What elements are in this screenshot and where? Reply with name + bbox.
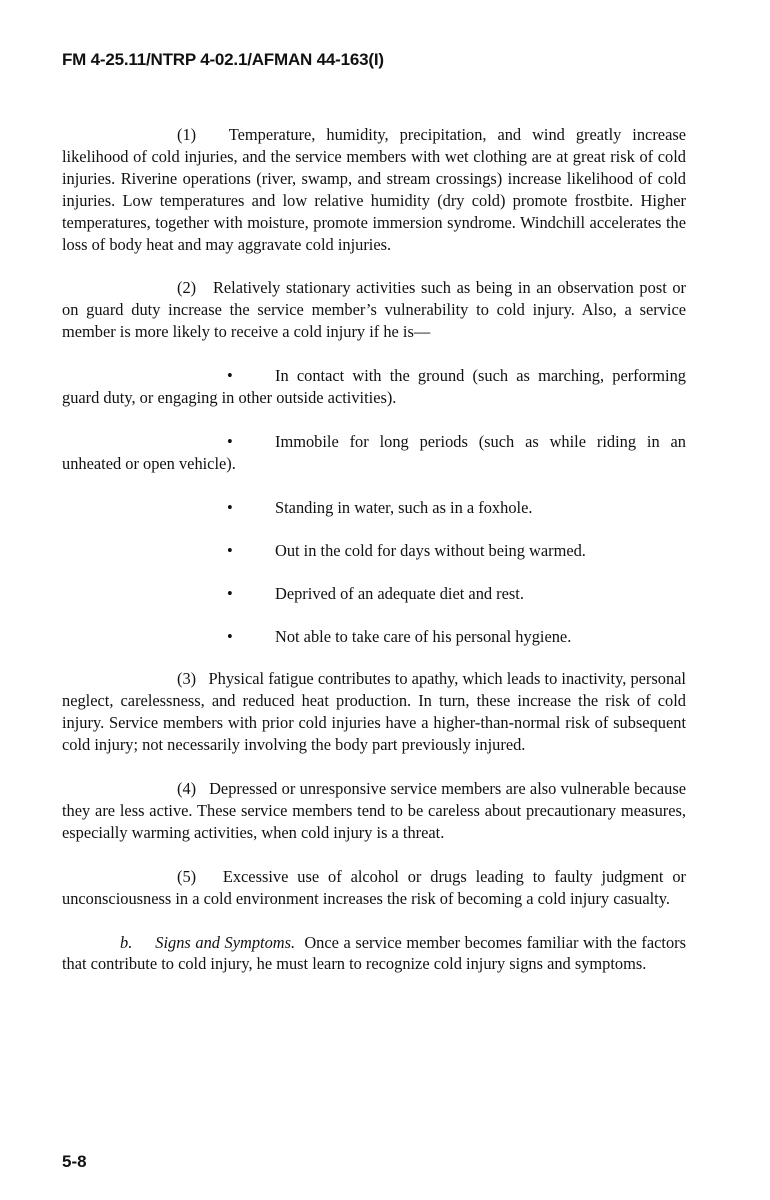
paragraph-text: Physical fatigue contributes to apathy, which leads to inactivity, personal neglect, carelessness, and reduced heat production. In turn, these increase the risk of cold injury. Service members with prior cold injuries have a higher-than-normal risk of subsequent cold injury; not necessarily involving the body part previously injured. (62, 669, 686, 755)
bullet-icon: • (227, 626, 233, 646)
paragraph-text: Relatively stationary activities such as being in an observation post or on guard duty increase the service member’s vulnerability to cold injury. Also, a service member is more likely to receive a cold injury if he is— (62, 278, 687, 342)
bullet-text: Immobile for long periods (such as while riding in an unheated or open vehicle). (62, 431, 686, 473)
bullet-item (62, 431, 686, 475)
subsection-letter: b. (120, 932, 133, 952)
document-header: FM 4-25.11/NTRP 4-02.1/AFMAN 44-163(I) (62, 50, 384, 69)
paragraph-text: Temperature, humidity, precipitation, and wind greatly increase likelihood of cold injuries, and the service members with wet clothing are at great risk of cold injuries. Riverine operations (river, swamp, and stream crossings) increase likelihood of cold injuries. Low temperatures and low relative humidity (dry cold) promote frostbite. Higher temperatures, together with moisture, promote immersion syndrome. Windchill accelerates the loss of body heat and may aggravate cold injuries. (62, 125, 686, 254)
bullet-text: Out in the cold for days without being warmed. (275, 540, 586, 560)
bullet-item (62, 626, 686, 648)
paragraph-number: (2) (177, 278, 197, 298)
paragraph-text: Once a service member becomes familiar with the factors that contribute to cold injury, he must learn to recognize cold injury signs and symptoms. (62, 932, 686, 974)
bullet-item (62, 583, 686, 605)
paragraph-b (62, 932, 686, 976)
bullet-icon: • (227, 583, 233, 603)
bullet-item (62, 365, 686, 409)
bullet-icon: • (227, 431, 233, 451)
bullet-text: Deprived of an adequate diet and rest. (275, 583, 524, 603)
bullet-text: Not able to take care of his personal hygiene. (275, 626, 572, 646)
paragraph-number: (1) (177, 125, 197, 144)
bullet-text: Standing in water, such as in a foxhole. (275, 497, 533, 517)
bullet-icon: • (227, 366, 233, 386)
bullet-icon: • (227, 540, 233, 560)
paragraph-number: (4) (177, 779, 197, 799)
paragraph-number: (5) (177, 866, 197, 886)
paragraph-1 (62, 124, 686, 255)
paragraph-number: (3) (177, 669, 197, 689)
bullet-item (62, 540, 686, 562)
paragraph-2 (62, 277, 686, 343)
bullet-text: In contact with the ground (such as marching, performing guard duty, or engaging in other outside activities). (62, 366, 686, 408)
subsection-title: Signs and Symptoms. (155, 932, 296, 952)
paragraph-4 (62, 778, 686, 844)
paragraph-5 (62, 866, 686, 910)
bullet-icon: • (227, 497, 233, 517)
paragraph-text: Excessive use of alcohol or drugs leading to faulty judgment or unconsciousness in a cold environment increases the risk of becoming a cold injury casualty. (62, 866, 686, 908)
page-number: 5-8 (62, 1152, 87, 1171)
paragraph-3 (62, 668, 686, 756)
document-body (62, 124, 686, 997)
paragraph-text: Depressed or unresponsive service members are also vulnerable because they are less active. These service members tend to be careless about precautionary measures, especially warming activities, when cold injury is a threat. (62, 779, 687, 842)
bullet-item (62, 497, 686, 519)
